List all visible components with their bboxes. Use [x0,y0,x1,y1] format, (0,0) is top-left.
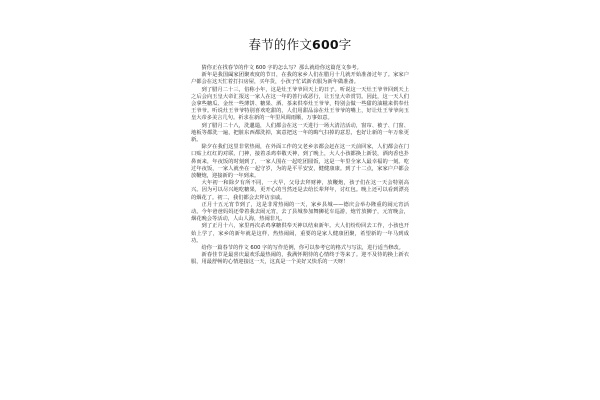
page-title [0,37,600,53]
title-prefix: 春节的作文 [248,37,313,52]
paragraph-new-years-eve: 除夕在我们这里非常热闹，在外面工作的父老乡亲都会赶在这一天前回家，人们都会在门口贴上红红的对联、门神，接着杀鸡奉敬天神，到了晚上，大人小孩都换上新装，酒肉香也扑鼻而来，年夜饭的时刻到了，一家人围在一起吃团圆饭，这是一年里全家人最幸福的一刻。吃过年夜饭，一家人就坐在一起守岁，为的是平平安安，健健康康。到了十二点，家家户户都会放鞭炮，迎接新的一年到来。 [191,144,409,180]
title-number: 600 [312,37,339,52]
paragraph-conclusion: 新春佳节是最喜庆最欢乐最热闹的，我满怀期待的心情终于等来了。迎不及待的换上新衣服，用最舒畅的心情迎接这一天，这真是一个美好又快乐的一天呀！ [191,252,409,266]
title-suffix: 字 [338,37,352,52]
paragraph-reference-note: 给你一篇春节的作文 600 字的写作范例，你可以参考它的格式与写法，进行适当修改。 [201,245,404,252]
paragraph-sixteenth: 到了正月十六，家里再次杀鸡拿糖供奉天神以结束新年。大人们纷纷回去工作，小孩也开始上学了，家乡的新年就是这样，热热闹闹，重要的是家人健康团聚，希望新的一年马到成功。 [191,223,409,244]
paragraph-little-new-year: 到了腊月二十三，俗称小年，这是灶王爷爷回天上的日子。听说这一天灶王爷爷回到天上之后会向玉皇大帝汇报这一家人在这一年的善行或恶行，让玉皇大帝赏罚。因此，这一天人们会拿些糖瓜、金丝一些薄饼、糖果、酒、茶来供奉灶王爷爷，特别会做一些甜的油糍来供奉灶王爷爷。听说灶王爷爷特别喜欢吃甜的，人们用甜品涂在灶王爷爷的嘴上，好让灶王爷爷向玉皇大帝多美言几句。祈求在新的一年里风调雨顺，万事如意。 [191,86,409,122]
paragraph-lantern-festival: 正月十五元宵节到了，这是非常热闹的一天，家乡县城——德庆会举办隆重的闹元宵活动。今年爸爸妈妈还带着我去闹元宵，去了县城参加舞狮花车巡游，炮竹放狮子，元宵晚会，烟花晚会等活动，人山人海，热闹非凡。 [191,201,409,223]
paragraph-intro: 猜你正在找春节的作文 600 字的怎么写？那么就给你这篇范文参考。 [201,65,362,71]
paragraph-preparation: 新年是我国阖家团聚欢度的节日，在我的家乡人们在腊月十几就开始准备过年了。家家户户都会在这天忙着打扫房屋，买年货，小孩子忙试新衣服为新年做准备。 [191,72,409,86]
paragraph-first-day: 大年初一和除夕有所不同，一大早，父母去拜财神，放鞭炮，孩子们在这一天会特别高兴。因为可以尽兴地吃糖果，更开心的当然还是去给长辈拜年，讨红包。晚上还可以看到漂亮的烟花了。初二，我们都会去拜访亲戚。 [191,180,409,201]
essay-body [191,65,409,267]
paragraph-cleaning: 到了腊月二十八，洗邋遢，人们都会在这一天进行一场大清洁活动，窗帘、被子、门窗、地板等都洗一遍，把脏东西都洗掉，寓意把这一年的晦气扫掉的意思，也好让新的一年万象更新。 [191,122,409,144]
